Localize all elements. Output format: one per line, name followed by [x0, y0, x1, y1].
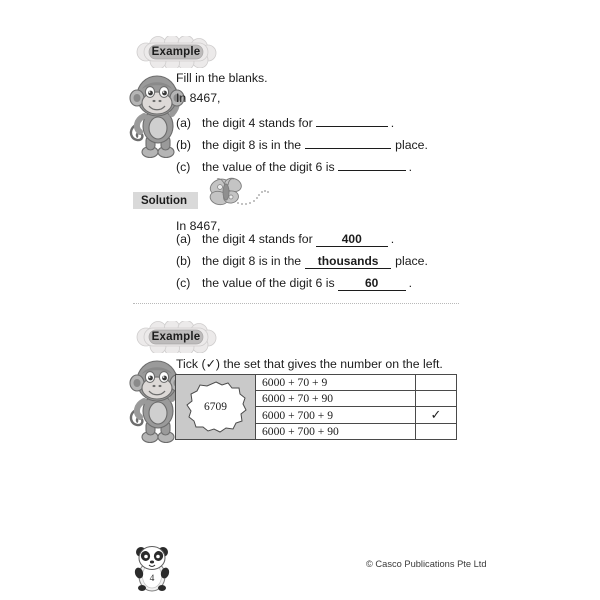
item-label: (b) [176, 254, 192, 268]
answer-blank-c[interactable] [338, 156, 406, 171]
page-number: 4 [149, 574, 155, 584]
expression-cell: 6000 + 70 + 90 [256, 391, 416, 407]
solution-item-a [176, 232, 394, 247]
tick-cell[interactable] [416, 424, 457, 440]
tick-cell[interactable] [416, 391, 457, 407]
example-1-item-c [176, 156, 412, 174]
section-divider [133, 303, 459, 304]
item-label: (a) [176, 116, 192, 130]
item-text: the digit 8 is in the [202, 138, 302, 152]
copyright-notice: © Casco Publications Pte Ltd [366, 559, 487, 569]
answer-blank-b[interactable] [305, 134, 391, 149]
number-badge-label: 6709 [204, 401, 227, 413]
tick-cell[interactable] [416, 375, 457, 391]
solution-answer-a: 400 [316, 232, 388, 247]
solution-item-c [176, 276, 412, 291]
panda-icon [131, 543, 173, 593]
table-row [176, 375, 457, 391]
item-suffix: place. [395, 138, 428, 152]
number-badge-cell [176, 375, 256, 440]
item-suffix: place. [395, 254, 428, 268]
solution-item-b [176, 254, 428, 269]
item-suffix: . [390, 232, 395, 246]
item-suffix: . [408, 160, 413, 174]
item-label: (b) [176, 138, 192, 152]
tick-cell[interactable]: ✓ [416, 407, 457, 424]
solution-badge [133, 192, 198, 209]
expression-cell: 6000 + 70 + 9 [256, 375, 416, 391]
item-text: the digit 4 stands for [202, 116, 313, 130]
butterfly-decoration [200, 177, 272, 211]
solution-badge-label: Solution [141, 194, 187, 207]
butterfly-icon [200, 177, 272, 211]
item-text: the digit 8 is in the [202, 254, 302, 268]
answer-blank-a[interactable] [316, 112, 388, 127]
item-text: the value of the digit 6 is [202, 276, 335, 290]
example-1-item-b [176, 134, 428, 152]
example-1-context: In 8467, [176, 91, 221, 105]
item-text: the digit 4 stands for [202, 232, 313, 246]
solution-answer-c: 60 [338, 276, 406, 291]
example-1-instruction: Fill in the blanks. [176, 71, 268, 85]
expression-cell: 6000 + 700 + 90 [256, 424, 416, 440]
item-suffix: . [408, 276, 413, 290]
starburst-shape [184, 380, 248, 434]
example-2-badge-label: Example [151, 331, 201, 343]
example-1-item-a [176, 112, 394, 130]
item-label: (c) [176, 276, 191, 290]
item-label: (c) [176, 160, 191, 174]
item-suffix: . [390, 116, 395, 130]
solution-context: In 8467, [176, 219, 221, 233]
panda-page-marker [131, 543, 173, 593]
item-text: the value of the digit 6 is [202, 160, 335, 174]
solution-answer-b: thousands [305, 254, 391, 269]
expression-cell: 6000 + 700 + 9 [256, 407, 416, 424]
example-1-badge-label: Example [151, 46, 201, 58]
tick-table [175, 374, 457, 440]
item-label: (a) [176, 232, 192, 246]
example-2-instruction: Tick (✓) the set that gives the number on the left. [176, 357, 443, 371]
